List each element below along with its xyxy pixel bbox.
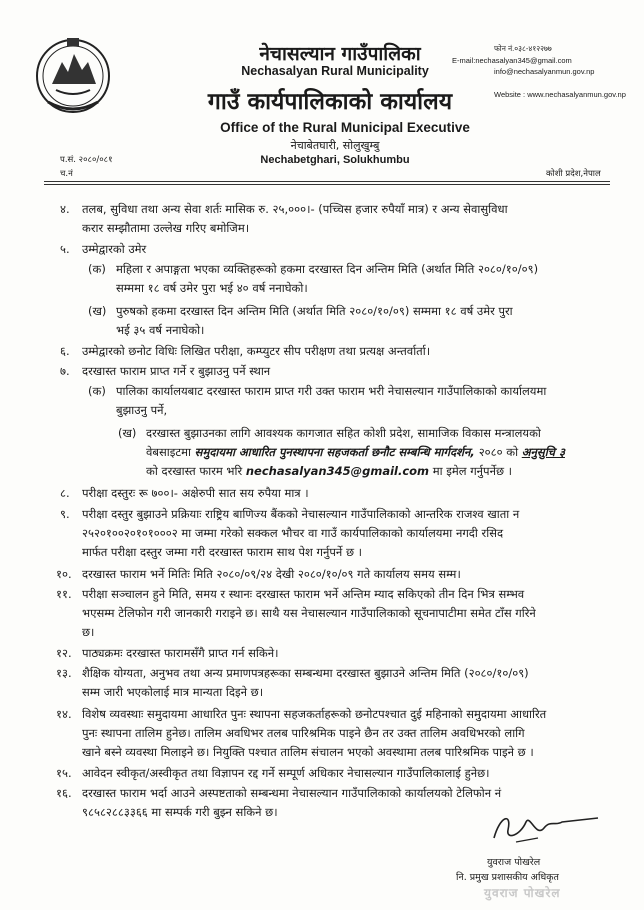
item-text: सम्म जारी भएकोलाई मात्र मान्यता दिइने छ। bbox=[82, 685, 264, 699]
item-number: १५. bbox=[56, 766, 72, 780]
item-text: पालिका कार्यालयबाट दरखास्त फाराम प्राप्त गरी उक्त फाराम भरी नेचासल्यान गाउँपालिकाको कार्यालयमा bbox=[116, 384, 547, 398]
item-text: बुझाउनु पर्ने, bbox=[116, 403, 168, 417]
phone-number: फोन नं.०३८-४१२२७७ bbox=[494, 44, 552, 53]
item-text: ९८५८२८८३३६६ मा सम्पर्क गरी बुझ्न सकिने छ। bbox=[82, 805, 278, 819]
item-text: परीक्षा सञ्चालन हुने मिति, समय र स्थानः दरखास्त फाराम भर्ने अन्तिम म्याद सकिएको तीन दिन भित्र सम्भव bbox=[82, 587, 525, 601]
item-text: दरखास्त फाराम भर्ने मितिः मिति २०८०/०९/२४ देखी २०८०/१०/०९ गते कार्यालय समय सम्म। bbox=[82, 567, 461, 581]
place-nepali: नेचाबेतघारी, सोलुखुम्बु bbox=[290, 139, 380, 152]
header-divider bbox=[44, 181, 610, 182]
item-text: पुनः स्थापना तालिम हुनेछ। तालिम अवधिभर तलब पारिश्रमिक पाइने छैन तर उक्त तालिम अवधिभरको लागि bbox=[82, 726, 525, 740]
item-text-part: को दरखास्त फारम भरि bbox=[146, 464, 246, 478]
item-text: पाठ्यक्रमः दरखास्त फारामसँगै प्राप्त गर्न सकिने। bbox=[82, 646, 279, 660]
item-number: ९. bbox=[60, 507, 70, 521]
item-number: ४. bbox=[60, 202, 70, 216]
item-text: छ। bbox=[82, 625, 95, 639]
item-text-part: वेबसाइटमा bbox=[146, 445, 195, 459]
office-name-nepali: गाउँ कार्यपालिकाको कार्यालय bbox=[207, 89, 453, 115]
item-text: उम्मेद्वारको उमेर bbox=[82, 242, 147, 256]
item-text-part: २०८० को bbox=[478, 445, 522, 459]
sub-item-mark: (क) bbox=[88, 262, 106, 276]
item-text: भएसम्म टेलिफोन गरी जानकारी गराइने छ। साथै यस नेचासल्यान गाउँपालिकाको सूचनापाटीमा समेत टाँस गरिने bbox=[82, 606, 536, 620]
item-text: उम्मेद्वारको छनोट विधिः लिखित परीक्षा, कम्प्युटर सीप परीक्षण तथा प्रत्यक्ष अन्तर्वार्ता। bbox=[82, 344, 431, 358]
sub-item-mark: (ख) bbox=[118, 426, 137, 440]
item-text: सम्ममा १८ वर्ष उमेर पुरा भई ४० वर्ष ननाघेको। bbox=[116, 281, 308, 295]
item-text: शैक्षिक योग्यता, अनुभव तथा अन्य प्रमाणपत्रहरूका सम्बन्धमा दरखास्त बुझाउने अन्तिम मिति (२०८०/१०/०९) bbox=[82, 666, 529, 680]
item-text: पुरुषको हकमा दरखास्त दिन अन्तिम मिति (अर्थात मिति २०८०/१०/०९) सम्ममा १८ वर्ष उमेर पुरा bbox=[116, 304, 513, 318]
item-number: १६. bbox=[56, 786, 72, 800]
item-number: १०. bbox=[56, 567, 72, 581]
reference-number: प.सं. २०८०/०८१ bbox=[60, 155, 113, 165]
dispatch-number: च.नं bbox=[60, 169, 73, 179]
item-text: विशेष व्यवस्थाः समुदायमा आधारित पुनः स्थापना सहजकर्ताहरूको छनोटपश्चात दुई महिनाको समुदायमा आधारित bbox=[82, 707, 547, 721]
item-text: खाने बस्ने व्यवस्था मिलाइने छ। नियुक्ति पश्चात तालिम संचालन भएको अवस्थामा तलब पारिश्रमिक पाइने छ । bbox=[82, 745, 534, 759]
item-number: ६. bbox=[60, 344, 70, 358]
email-primary: nechasalyan345@gmail.com bbox=[475, 56, 572, 65]
item-text: २५२०१००२०१०१०००२ मा जम्मा गरेको सक्कल भौचर वा गाउँ कार्यपालिकाको कार्यालयमा नगदी रसिद bbox=[82, 526, 504, 540]
signatory-title: नि. प्रमुख प्रशासकीय अधिकृत bbox=[456, 872, 559, 883]
application-email: nechasalyan345@gmail.com bbox=[245, 464, 430, 478]
item-text: परीक्षा दस्तुर बुझाउने प्रक्रियाः राष्ट्रिय बाणिज्य बैंकको नेचासल्यान गाउँपालिकाको आन्तरिक राजश्व खाता न bbox=[82, 507, 520, 521]
item-text: परीक्षा दस्तुरः रू ७००।- अक्षेरुपी सात सय रुपैया मात्र । bbox=[82, 486, 309, 500]
item-number: १३. bbox=[56, 666, 72, 680]
province: कोशी प्रदेश,नेपाल bbox=[546, 169, 601, 179]
place-english: Nechabetghari, Solukhumbu bbox=[260, 154, 410, 166]
item-text bbox=[146, 443, 565, 461]
municipality-name-nepali: नेचासल्यान गाउँपालिका bbox=[259, 43, 421, 65]
sub-item-mark: (ख) bbox=[88, 304, 107, 318]
handwritten-signature bbox=[486, 808, 604, 848]
sub-item-mark: (क) bbox=[88, 384, 106, 398]
signatory-name: युवराज पोखरेल bbox=[487, 857, 541, 868]
item-text: दरखास्त फाराम भर्दा आउने अस्पष्टताको सम्बन्धमा नेचासल्यान गाउँपालिकाको कार्यालयको टेलिफोन नं bbox=[82, 786, 502, 800]
item-text: आवेदन स्वीकृत/अस्वीकृत तथा विज्ञापन रद्द गर्ने सम्पूर्ण अधिकार नेचासल्यान गाउँपालिकालाई हुनेछ। bbox=[82, 766, 490, 780]
item-number: १२. bbox=[56, 646, 72, 660]
municipality-name-english: Nechasalyan Rural Municipality bbox=[241, 64, 429, 78]
item-text: दरखास्त बुझाउनका लागि आवश्यक कागजात सहित कोशी प्रदेश, सामाजिक विकास मन्त्रालयको bbox=[146, 426, 541, 440]
item-text: भई ३५ वर्ष ननाघेको। bbox=[116, 323, 205, 337]
municipality-emblem-logo bbox=[34, 32, 112, 122]
item-number: ११. bbox=[56, 587, 72, 601]
item-number: १४. bbox=[56, 707, 72, 721]
item-text: मार्फत परीक्षा दस्तुर जम्मा गरी दरखास्त फाराम साथ पेश गर्नुपर्ने छ । bbox=[82, 545, 363, 559]
item-text-part: मा इमेल गर्नुपर्नेछ । bbox=[429, 464, 513, 478]
item-text bbox=[146, 462, 512, 480]
item-number: ५. bbox=[60, 242, 70, 256]
name-stamp: युवराज पोखरेल bbox=[484, 886, 561, 900]
guideline-title: समुदायमा आधारित पुनस्थापना सहजकर्ता छनौट सम्बन्धि मार्गदर्शन, bbox=[194, 445, 479, 459]
email-line bbox=[452, 56, 572, 65]
email-label: E-mail: bbox=[452, 56, 476, 65]
item-text: करार सम्झौतामा उल्लेख गरिए बमोजिम। bbox=[82, 221, 250, 235]
item-text: महिला र अपाङ्गता भएका व्यक्तिहरूको हकमा दरखास्त दिन अन्तिम मिति (अर्थात मिति २०८०/१०/०९) bbox=[116, 262, 539, 276]
annex-reference: अनुसुचि ३ bbox=[521, 445, 565, 459]
item-number: ८. bbox=[60, 486, 70, 500]
office-name-english: Office of the Rural Municipal Executive bbox=[220, 120, 470, 135]
item-text: तलब, सुविधा तथा अन्य सेवा शर्तः मासिक रु. २५,०००।- (पच्चिस हजार रुपैयाँ मात्र) र अन्य सेवासुविधा bbox=[82, 202, 508, 216]
header-divider-thin bbox=[44, 184, 610, 185]
website: Website : www.nechasalyanmun.gov.np bbox=[494, 90, 626, 99]
item-text: दरखास्त फाराम प्राप्त गर्ने र बुझाउनु पर्ने स्थान bbox=[82, 364, 271, 378]
email-secondary: info@nechasalyanmun.gov.np bbox=[494, 67, 595, 76]
item-number: ७. bbox=[60, 364, 70, 378]
